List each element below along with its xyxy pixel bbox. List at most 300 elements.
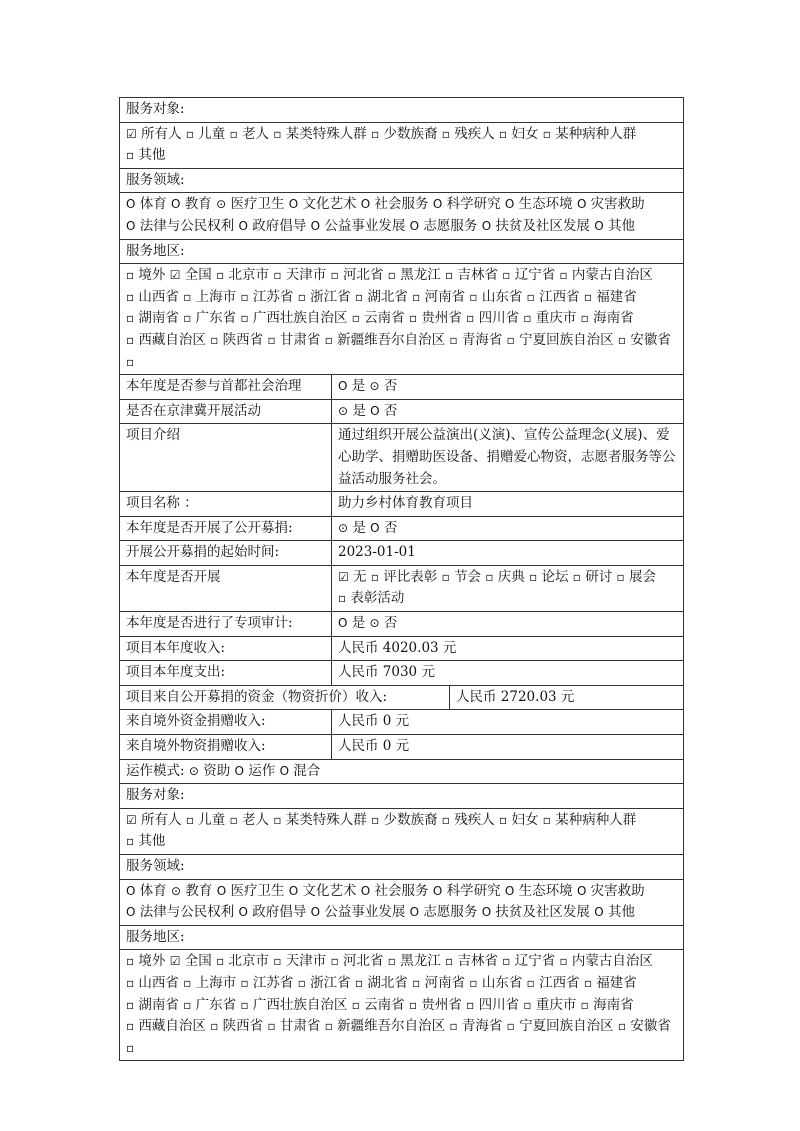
checkbox-empty-icon[interactable]: ▫: [506, 332, 515, 347]
checkbox-empty-icon[interactable]: ▫: [273, 954, 282, 969]
radio-unselected-icon[interactable]: O: [432, 197, 443, 212]
option-item[interactable]: [449, 332, 502, 348]
option-label: 福建省: [592, 974, 637, 991]
option-label: 体育: [135, 196, 167, 213]
checkbox-empty-icon[interactable]: ▫: [526, 289, 535, 304]
option-item[interactable]: [433, 883, 501, 899]
checkbox-empty-icon[interactable]: ▫: [229, 812, 238, 827]
checkbox-empty-icon[interactable]: ▫: [183, 289, 192, 304]
radio-selected-icon[interactable]: ⊙: [216, 197, 227, 212]
option-item[interactable]: [410, 218, 478, 234]
checkbox-empty-icon[interactable]: ▫: [126, 997, 135, 1012]
option-item[interactable]: [239, 904, 307, 920]
option-label: 文化艺术: [298, 882, 357, 899]
option-item[interactable]: [267, 1018, 320, 1034]
checkbox-empty-icon[interactable]: ▫: [542, 812, 551, 827]
option-item[interactable]: [186, 812, 225, 828]
option-item[interactable]: [240, 310, 347, 326]
radio-unselected-icon[interactable]: O: [481, 218, 492, 233]
checkbox-empty-icon[interactable]: ▫: [183, 311, 192, 326]
option-item[interactable]: [273, 126, 366, 142]
option-item[interactable]: [577, 883, 645, 899]
option-item[interactable]: [412, 975, 465, 991]
option-item[interactable]: [543, 126, 636, 142]
option-item[interactable]: [331, 267, 384, 283]
option-item[interactable]: [230, 812, 269, 828]
option-item[interactable]: [617, 569, 656, 585]
option-item[interactable]: [183, 289, 236, 305]
option-item[interactable]: [311, 218, 406, 234]
option-item[interactable]: [370, 615, 398, 631]
checkbox-empty-icon[interactable]: ▫: [523, 997, 532, 1012]
option-item[interactable]: [126, 196, 167, 212]
option-item[interactable]: [560, 267, 653, 283]
checkbox-empty-icon[interactable]: ▫: [351, 311, 360, 326]
option-label: 北京市: [224, 953, 270, 970]
option-item[interactable]: [355, 289, 408, 305]
option-item[interactable]: [325, 332, 445, 348]
checkbox-empty-icon[interactable]: ▫: [185, 812, 194, 827]
option-item[interactable]: [618, 1018, 671, 1034]
option-item[interactable]: [482, 904, 590, 920]
option-label: 上海市: [191, 974, 237, 991]
option-item[interactable]: [240, 289, 293, 305]
checkbox-empty-icon[interactable]: ▫: [529, 569, 538, 584]
checkbox-empty-icon[interactable]: ▫: [126, 268, 135, 283]
radio-unselected-icon[interactable]: O: [338, 616, 348, 631]
radio-unselected-icon[interactable]: O: [126, 883, 136, 898]
radio-unselected-icon[interactable]: O: [360, 197, 371, 212]
option-item[interactable]: [433, 196, 501, 212]
option-item[interactable]: [338, 520, 366, 536]
option-item[interactable]: [577, 196, 645, 212]
checkbox-empty-icon[interactable]: ▫: [210, 1019, 219, 1034]
option-item[interactable]: [370, 520, 397, 536]
option-item[interactable]: [338, 569, 367, 585]
option-label: 新疆维吾尔自治区: [332, 1018, 446, 1035]
overseas-goods-label: 来自境外物资捐赠收入:: [120, 735, 332, 760]
checkbox-empty-icon[interactable]: ▫: [126, 1040, 135, 1055]
option-label: 河北省: [338, 953, 384, 970]
option-item[interactable]: [216, 953, 269, 969]
radio-unselected-icon[interactable]: O: [238, 218, 248, 233]
checkbox-empty-icon[interactable]: ▫: [126, 311, 135, 326]
option-item[interactable]: [505, 883, 573, 899]
option-item[interactable]: [370, 403, 397, 419]
radio-unselected-icon[interactable]: O: [310, 905, 321, 920]
option-item[interactable]: [618, 332, 671, 348]
option-item[interactable]: [584, 975, 637, 991]
radio-unselected-icon[interactable]: O: [576, 883, 587, 898]
option-item[interactable]: [527, 975, 580, 991]
option-item[interactable]: [126, 812, 182, 828]
checkbox-empty-icon[interactable]: ▫: [449, 332, 458, 347]
checkbox-empty-icon[interactable]: ▫: [387, 954, 396, 969]
radio-unselected-icon[interactable]: O: [338, 379, 348, 394]
radio-unselected-icon[interactable]: O: [370, 403, 380, 418]
checkbox-empty-icon[interactable]: ▫: [559, 268, 568, 283]
checkbox-empty-icon[interactable]: ▫: [240, 975, 249, 990]
option-item[interactable]: [126, 354, 134, 370]
checkbox-empty-icon[interactable]: ▫: [240, 289, 249, 304]
checkbox-empty-icon[interactable]: ▫: [273, 268, 282, 283]
checkbox-empty-icon[interactable]: ▫: [502, 954, 511, 969]
option-item[interactable]: [352, 310, 405, 326]
checkbox-empty-icon[interactable]: ▫: [502, 268, 511, 283]
option-item[interactable]: [126, 147, 165, 163]
checkbox-empty-icon[interactable]: ▫: [499, 812, 508, 827]
checkbox-empty-icon[interactable]: ▫: [240, 997, 249, 1012]
option-item[interactable]: [183, 310, 236, 326]
checkbox-empty-icon[interactable]: ▫: [126, 975, 135, 990]
option-item[interactable]: [529, 569, 568, 585]
checkbox-empty-icon[interactable]: ▫: [354, 289, 364, 304]
option-item[interactable]: [485, 569, 524, 585]
option-item[interactable]: [388, 267, 441, 283]
option-item[interactable]: [126, 218, 234, 234]
checkbox-empty-icon[interactable]: ▫: [499, 126, 508, 141]
checkbox-empty-icon[interactable]: ▫: [617, 332, 627, 347]
option-item[interactable]: [371, 812, 437, 828]
checkbox-empty-icon[interactable]: ▫: [240, 311, 249, 326]
checkbox-empty-icon[interactable]: ▫: [559, 954, 568, 969]
radio-unselected-icon[interactable]: O: [594, 218, 604, 233]
checkbox-empty-icon[interactable]: ▫: [273, 812, 282, 827]
option-item[interactable]: [126, 953, 165, 969]
checkbox-empty-icon[interactable]: ▫: [330, 268, 339, 283]
option-item[interactable]: [442, 569, 481, 585]
option-label: 山东省: [477, 974, 523, 991]
option-label: 科学研究: [442, 196, 501, 213]
checkbox-empty-icon[interactable]: ▫: [408, 997, 418, 1012]
checkbox-empty-icon[interactable]: ▫: [583, 289, 593, 304]
option-label: 湖北省: [363, 974, 408, 991]
checkbox-empty-icon[interactable]: ▫: [466, 997, 475, 1012]
option-item[interactable]: [507, 332, 614, 348]
checkbox-empty-icon[interactable]: ▫: [324, 1019, 333, 1034]
option-item[interactable]: [338, 403, 366, 419]
checkbox-empty-icon[interactable]: ▫: [408, 311, 418, 326]
checkbox-checked-icon[interactable]: ☑: [338, 569, 349, 584]
option-label: 妇女: [507, 811, 539, 828]
option-item[interactable]: [361, 196, 429, 212]
radio-unselected-icon[interactable]: O: [481, 905, 492, 920]
radio-unselected-icon[interactable]: O: [126, 905, 136, 920]
option-item[interactable]: [235, 763, 276, 779]
checkbox-empty-icon[interactable]: ▫: [126, 332, 135, 347]
checkbox-empty-icon[interactable]: ▫: [445, 268, 454, 283]
checkbox-empty-icon[interactable]: ▫: [441, 569, 450, 584]
option-item[interactable]: [442, 812, 495, 828]
option-item[interactable]: [543, 812, 636, 828]
radio-unselected-icon[interactable]: O: [216, 883, 227, 898]
option-item[interactable]: [216, 267, 269, 283]
option-item[interactable]: [126, 289, 179, 305]
radio-unselected-icon[interactable]: O: [126, 218, 136, 233]
radio-selected-icon[interactable]: ⊙: [338, 520, 349, 535]
option-item[interactable]: [371, 126, 437, 142]
option-item[interactable]: [594, 904, 635, 920]
radio-unselected-icon[interactable]: O: [360, 883, 371, 898]
option-item[interactable]: [126, 975, 179, 991]
option-item[interactable]: [469, 289, 522, 305]
activities-options: [332, 565, 684, 611]
checkbox-empty-icon[interactable]: ▫: [126, 834, 135, 849]
radio-selected-icon[interactable]: ⊙: [369, 379, 380, 394]
option-item[interactable]: [499, 126, 538, 142]
option-item[interactable]: [502, 953, 555, 969]
checkbox-empty-icon[interactable]: ▫: [267, 332, 276, 347]
checkbox-empty-icon[interactable]: ▫: [216, 268, 225, 283]
option-item[interactable]: [126, 332, 206, 348]
checkbox-empty-icon[interactable]: ▫: [210, 332, 219, 347]
option-item[interactable]: [298, 975, 351, 991]
option-item[interactable]: [445, 267, 498, 283]
option-item[interactable]: [126, 1040, 134, 1056]
checkbox-empty-icon[interactable]: ▫: [616, 569, 625, 584]
option-item[interactable]: [126, 883, 167, 899]
option-item[interactable]: [239, 218, 307, 234]
option-label: 西藏自治区: [134, 1018, 206, 1035]
checkbox-checked-icon[interactable]: ☑: [169, 268, 181, 283]
option-item[interactable]: [371, 569, 437, 585]
option-label: 是: [347, 378, 366, 395]
option-label: 江苏省: [248, 974, 294, 991]
option-item[interactable]: [273, 812, 366, 828]
option-item[interactable]: [171, 883, 212, 899]
checkbox-empty-icon[interactable]: ▫: [338, 591, 347, 606]
option-item[interactable]: [267, 332, 320, 348]
option-item[interactable]: [289, 883, 357, 899]
option-item[interactable]: [505, 196, 573, 212]
block1-field-options: [120, 193, 684, 239]
radio-unselected-icon[interactable]: O: [310, 218, 321, 233]
option-item[interactable]: [311, 904, 406, 920]
option-item[interactable]: [331, 953, 384, 969]
option-item[interactable]: [230, 126, 269, 142]
option-item[interactable]: [499, 812, 538, 828]
radio-unselected-icon[interactable]: O: [409, 218, 420, 233]
option-label: 政府倡导: [248, 904, 307, 921]
option-item[interactable]: [170, 953, 212, 969]
option-item[interactable]: [338, 615, 365, 631]
checkbox-empty-icon[interactable]: ▫: [583, 975, 593, 990]
option-item[interactable]: [189, 763, 230, 779]
option-label: 志愿服务: [419, 904, 478, 921]
checkbox-empty-icon[interactable]: ▫: [354, 975, 364, 990]
option-item[interactable]: [325, 1018, 445, 1034]
block2-field-label: 服务领域:: [120, 855, 684, 880]
option-label: 其他: [134, 833, 166, 850]
option-label: 政府倡导: [248, 217, 307, 234]
option-label: 扶贫及社区发展: [491, 217, 590, 234]
radio-selected-icon[interactable]: ⊙: [188, 763, 199, 778]
checkbox-empty-icon[interactable]: ▫: [469, 975, 478, 990]
checkbox-empty-icon[interactable]: ▫: [183, 975, 192, 990]
radio-unselected-icon[interactable]: O: [288, 197, 299, 212]
checkbox-empty-icon[interactable]: ▫: [371, 812, 380, 827]
option-item[interactable]: [410, 904, 478, 920]
checkbox-empty-icon[interactable]: ▫: [330, 954, 339, 969]
option-item[interactable]: [361, 883, 429, 899]
option-item[interactable]: [126, 267, 165, 283]
checkbox-empty-icon[interactable]: ▫: [351, 997, 360, 1012]
option-item[interactable]: [183, 975, 236, 991]
option-label: 贵州省: [417, 996, 462, 1013]
option-label: 境外: [134, 267, 166, 284]
option-item[interactable]: [240, 997, 347, 1013]
option-item[interactable]: [126, 833, 165, 849]
option-item[interactable]: [370, 378, 398, 394]
checkbox-empty-icon[interactable]: ▫: [580, 311, 589, 326]
radio-selected-icon[interactable]: ⊙: [369, 616, 380, 631]
checkbox-empty-icon[interactable]: ▫: [371, 126, 380, 141]
radio-unselected-icon[interactable]: O: [238, 905, 248, 920]
checkbox-checked-icon[interactable]: ☑: [126, 126, 137, 141]
radio-unselected-icon[interactable]: O: [171, 197, 181, 212]
option-item[interactable]: [388, 953, 441, 969]
option-item[interactable]: [560, 953, 653, 969]
radio-unselected-icon[interactable]: O: [432, 883, 443, 898]
checkbox-empty-icon[interactable]: ▫: [449, 1019, 458, 1034]
option-item[interactable]: [171, 196, 212, 212]
option-item[interactable]: [355, 975, 408, 991]
expense-value: 人民币 7030 元: [332, 661, 684, 686]
option-label: 湖南省: [134, 996, 179, 1013]
option-item[interactable]: [581, 310, 634, 326]
checkbox-empty-icon[interactable]: ▫: [412, 289, 421, 304]
option-item[interactable]: [466, 997, 519, 1013]
option-item[interactable]: [210, 332, 263, 348]
checkbox-empty-icon[interactable]: ▫: [617, 1019, 627, 1034]
option-item[interactable]: [273, 267, 326, 283]
option-item[interactable]: [507, 1018, 614, 1034]
option-item[interactable]: [523, 310, 576, 326]
option-item[interactable]: [338, 590, 404, 606]
option-item[interactable]: [409, 997, 462, 1013]
checkbox-empty-icon[interactable]: ▫: [506, 1019, 515, 1034]
radio-unselected-icon[interactable]: O: [409, 905, 420, 920]
option-item[interactable]: [273, 953, 326, 969]
checkbox-empty-icon[interactable]: ▫: [126, 289, 135, 304]
checkbox-empty-icon[interactable]: ▫: [412, 975, 421, 990]
option-item[interactable]: [126, 126, 182, 142]
checkbox-empty-icon[interactable]: ▫: [445, 954, 454, 969]
checkbox-empty-icon[interactable]: ▫: [469, 289, 478, 304]
option-item[interactable]: [442, 126, 495, 142]
option-item[interactable]: [469, 975, 522, 991]
option-item[interactable]: [352, 997, 405, 1013]
checkbox-empty-icon[interactable]: ▫: [441, 126, 450, 141]
expense-label: 项目本年度支出:: [120, 661, 332, 686]
option-label: 安徽省: [626, 331, 671, 348]
option-item[interactable]: [527, 289, 580, 305]
checkbox-empty-icon[interactable]: ▫: [387, 268, 396, 283]
radio-unselected-icon[interactable]: O: [370, 520, 380, 535]
option-item[interactable]: [298, 289, 351, 305]
checkbox-empty-icon[interactable]: ▫: [370, 569, 379, 584]
option-item[interactable]: [186, 126, 225, 142]
option-item[interactable]: [280, 763, 321, 779]
option-item[interactable]: [502, 267, 555, 283]
option-item[interactable]: [412, 289, 465, 305]
option-item[interactable]: [409, 310, 462, 326]
checkbox-empty-icon[interactable]: ▫: [297, 975, 306, 990]
checkbox-empty-icon[interactable]: ▫: [542, 126, 551, 141]
checkbox-empty-icon[interactable]: ▫: [126, 1019, 135, 1034]
option-label: 是: [348, 519, 366, 536]
option-item[interactable]: [594, 218, 635, 234]
radio-unselected-icon[interactable]: O: [234, 763, 244, 778]
checkbox-empty-icon[interactable]: ▫: [324, 332, 333, 347]
option-item[interactable]: [126, 310, 179, 326]
radio-unselected-icon[interactable]: O: [504, 197, 515, 212]
radio-unselected-icon[interactable]: O: [279, 763, 290, 778]
checkbox-empty-icon[interactable]: ▫: [297, 289, 306, 304]
option-item[interactable]: [126, 997, 179, 1013]
checkbox-empty-icon[interactable]: ▫: [185, 126, 194, 141]
option-item[interactable]: [584, 289, 637, 305]
option-item[interactable]: [466, 310, 519, 326]
option-item[interactable]: [445, 953, 498, 969]
checkbox-empty-icon[interactable]: ▫: [229, 126, 238, 141]
radio-selected-icon[interactable]: ⊙: [338, 403, 349, 418]
option-item[interactable]: [573, 569, 612, 585]
checkbox-empty-icon[interactable]: ▫: [267, 1019, 276, 1034]
option-item[interactable]: [210, 1018, 263, 1034]
checkbox-empty-icon[interactable]: ▫: [441, 812, 450, 827]
checkbox-checked-icon[interactable]: ☑: [126, 812, 137, 827]
option-label: 黑龙江: [395, 267, 441, 284]
checkbox-empty-icon[interactable]: ▫: [126, 354, 135, 369]
checkbox-empty-icon[interactable]: ▫: [183, 997, 192, 1012]
checkbox-empty-icon[interactable]: ▫: [126, 148, 135, 163]
checkbox-empty-icon[interactable]: ▫: [526, 975, 535, 990]
radio-unselected-icon[interactable]: O: [288, 883, 299, 898]
radio-unselected-icon[interactable]: O: [576, 197, 587, 212]
checkbox-empty-icon[interactable]: ▫: [273, 126, 282, 141]
option-item[interactable]: [240, 975, 293, 991]
option-item[interactable]: [482, 218, 590, 234]
option-item[interactable]: [338, 378, 365, 394]
checkbox-empty-icon[interactable]: ▫: [126, 954, 135, 969]
option-item[interactable]: [216, 196, 284, 212]
checkbox-checked-icon[interactable]: ☑: [169, 954, 181, 969]
option-item[interactable]: [289, 196, 357, 212]
option-label: 吉林省: [453, 267, 498, 284]
checkbox-empty-icon[interactable]: ▫: [580, 997, 589, 1012]
radio-selected-icon[interactable]: ⊙: [171, 883, 182, 898]
option-item[interactable]: [581, 997, 634, 1013]
radio-unselected-icon[interactable]: O: [126, 197, 136, 212]
checkbox-empty-icon[interactable]: ▫: [572, 569, 581, 584]
option-item[interactable]: [217, 883, 285, 899]
option-item[interactable]: [449, 1018, 502, 1034]
option-item[interactable]: [523, 997, 576, 1013]
option-label: 医疗卫生: [226, 882, 285, 899]
checkbox-empty-icon[interactable]: ▫: [485, 569, 494, 584]
checkbox-empty-icon[interactable]: ▫: [216, 954, 225, 969]
option-label: 某种病种人群: [550, 125, 637, 142]
option-item[interactable]: [170, 267, 212, 283]
checkbox-empty-icon[interactable]: ▫: [466, 311, 475, 326]
option-item[interactable]: [126, 904, 234, 920]
checkbox-empty-icon[interactable]: ▫: [523, 311, 532, 326]
option-item[interactable]: [126, 1018, 206, 1034]
radio-unselected-icon[interactable]: O: [594, 905, 604, 920]
option-item[interactable]: [183, 997, 236, 1013]
radio-unselected-icon[interactable]: O: [504, 883, 515, 898]
